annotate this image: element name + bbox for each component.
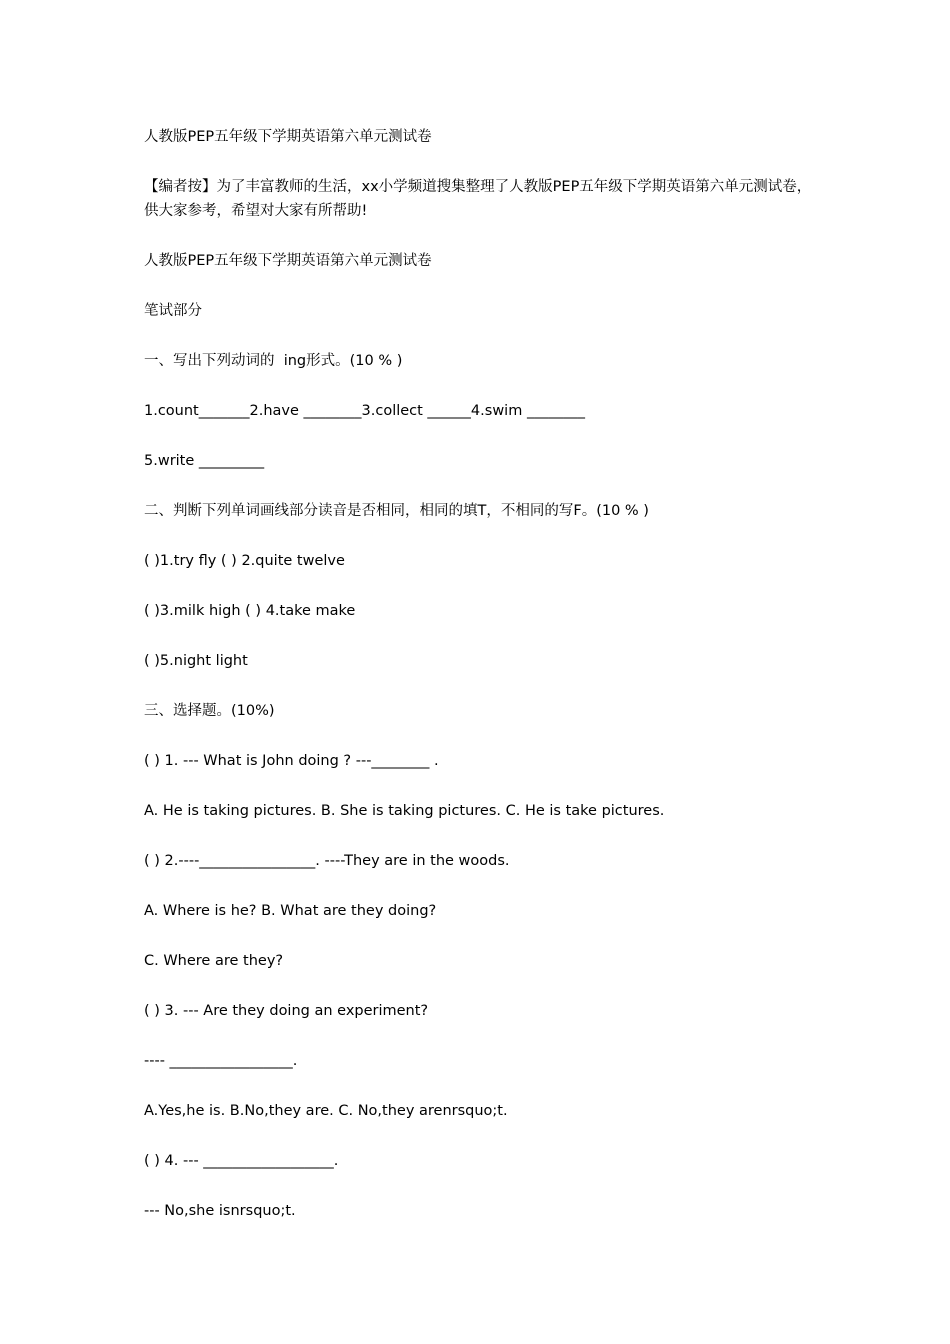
question-3-options: A.Yes,he is. B.No,they are. C. No,they arenrsquo;t.: [144, 1103, 508, 1119]
section-written-heading: 笔试部分: [144, 303, 202, 319]
section2-heading: 二、判断下列单词画线部分读音是否相同，相同的填T，不相同的写F。(10 % ): [144, 503, 649, 519]
section2-line: ( )5.night light: [144, 653, 248, 669]
question-4-answer: --- No,she isnrsquo;t.: [144, 1203, 296, 1219]
section1-line: 1.count_______2.have ________3.collect ______4.swim ________: [144, 403, 585, 419]
question-2: ( ) 2.----________________. ----They are in the woods.: [144, 853, 510, 869]
section1-line: 5.write _________: [144, 453, 265, 469]
section2-line: ( )3.milk high ( ) 4.take make: [144, 603, 356, 619]
document-subtitle: 人教版PEP五年级下学期英语第六单元测试卷: [144, 253, 432, 269]
question-2-options: C. Where are they?: [144, 953, 284, 969]
question-3-answer: ---- _________________.: [144, 1053, 298, 1069]
section2-line: ( )1.try fly ( ) 2.quite twelve: [144, 553, 345, 569]
question-1: ( ) 1. --- What is John doing ? ---________ .: [144, 753, 439, 769]
section1-heading: 一、写出下列动词的 ing形式。(10 % ): [144, 353, 403, 369]
question-2-options: A. Where is he? B. What are they doing?: [144, 903, 437, 919]
document-body: [144, 125, 814, 1249]
question-4: ( ) 4. --- __________________.: [144, 1153, 339, 1169]
question-3: ( ) 3. --- Are they doing an experiment?: [144, 1003, 429, 1019]
editor-note: 【编者按】为了丰富教师的生活，xx小学频道搜集整理了人教版PEP五年级下学期英语第六单元测试卷，供大家参考，希望对大家有所帮助!: [144, 179, 812, 219]
section3-heading: 三、选择题。(10%): [144, 703, 275, 719]
question-1-options: A. He is taking pictures. B. She is taking pictures. C. He is take pictures.: [144, 803, 665, 819]
document-title: 人教版PEP五年级下学期英语第六单元测试卷: [144, 129, 432, 145]
